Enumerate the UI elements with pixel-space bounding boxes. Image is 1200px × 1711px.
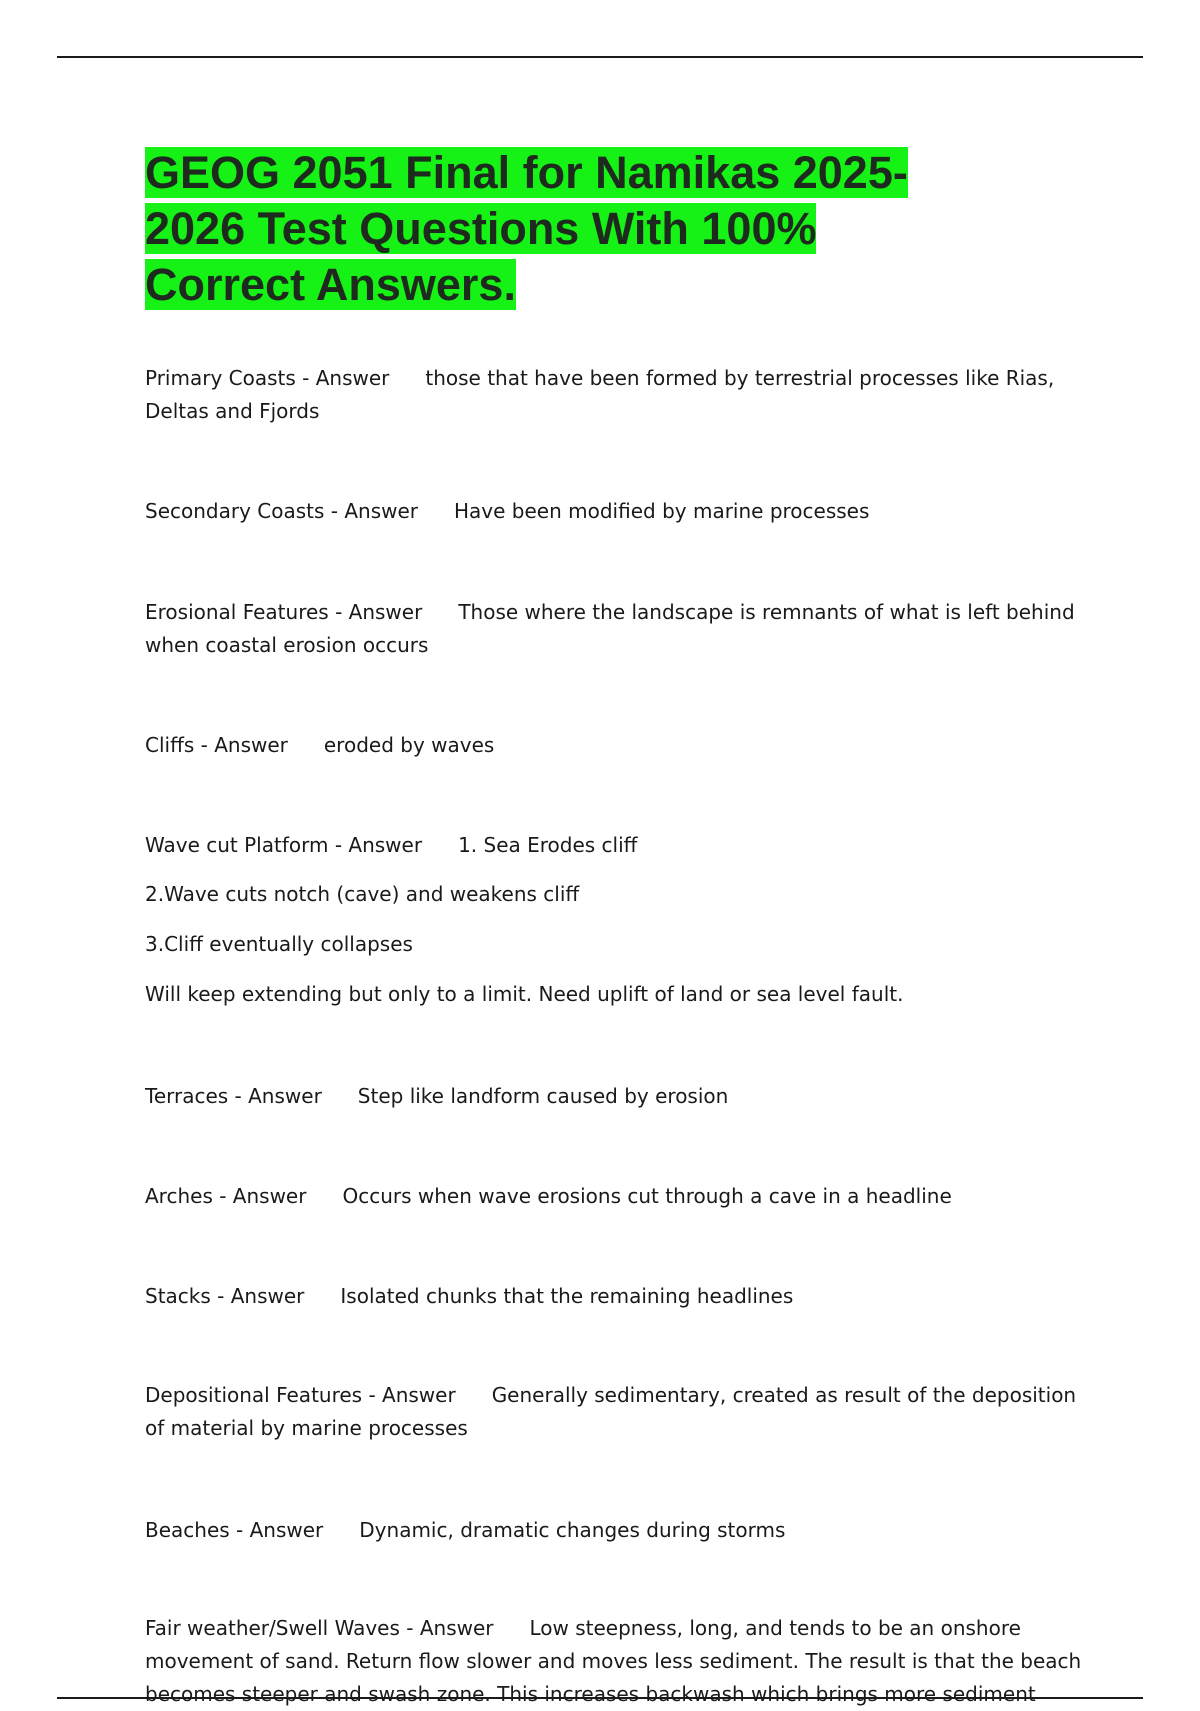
document-title-text: GEOG 2051 Final for Namikas 2025-2026 Test Questions With 100% Correct Answers.	[145, 147, 908, 310]
qa-item-beaches	[145, 1514, 1090, 1547]
qa-answer: Dynamic, dramatic changes during storms	[359, 1518, 786, 1542]
qa-extra-line: 3.Cliff eventually collapses	[145, 932, 413, 956]
qa-answer: Step like landform caused by erosion	[357, 1084, 729, 1108]
qa-answer: Occurs when wave erosions cut through a cave in a headline	[342, 1184, 952, 1208]
qa-term: Cliffs - Answer	[145, 733, 288, 757]
qa-term: Beaches - Answer	[145, 1518, 324, 1542]
qa-item-erosional-features	[145, 596, 1090, 662]
qa-term: Erosional Features - Answer	[145, 600, 423, 624]
qa-answer: those that have been formed by terrestrial processes like Rias, Deltas and Fjords	[145, 366, 1055, 423]
qa-item-depositional-features	[145, 1379, 1090, 1445]
qa-extra-line: 2.Wave cuts notch (cave) and weakens cliff	[145, 882, 580, 906]
document-title	[145, 145, 985, 313]
qa-answer: Those where the landscape is remnants of what is left behind when coastal erosion occurs	[145, 600, 1075, 657]
qa-answer: Isolated chunks that the remaining headlines	[340, 1284, 794, 1308]
qa-item-secondary-coasts	[145, 495, 1090, 528]
qa-answer: 1. Sea Erodes cliff	[458, 833, 638, 857]
qa-term: Terraces - Answer	[145, 1084, 322, 1108]
qa-term: Primary Coasts - Answer	[145, 366, 390, 390]
qa-answer: Low steepness, long, and tends to be an onshore movement of sand. Return flow slower and moves less sediment. The result is that the beach becomes steeper and swash zone. This increases backwash which brings more sediment	[145, 1616, 1082, 1706]
qa-item-wave-cut-platform	[145, 829, 1090, 862]
top-rule	[57, 56, 1143, 58]
qa-item-stacks	[145, 1280, 1090, 1313]
qa-term: Depositional Features - Answer	[145, 1383, 456, 1407]
qa-term: Stacks - Answer	[145, 1284, 305, 1308]
qa-extra-line: Will keep extending but only to a limit. Need uplift of land or sea level fault.	[145, 982, 904, 1006]
qa-answer: Generally sedimentary, created as result of the deposition of material by marine processes	[145, 1383, 1077, 1440]
qa-item-primary-coasts	[145, 362, 1090, 428]
bottom-rule	[57, 1697, 1143, 1699]
qa-term: Secondary Coasts - Answer	[145, 499, 419, 523]
qa-item-arches	[145, 1180, 1090, 1213]
qa-term: Arches - Answer	[145, 1184, 307, 1208]
document-body	[145, 145, 1090, 1706]
qa-answer: eroded by waves	[323, 733, 495, 757]
qa-answer: Have been modified by marine processes	[454, 499, 870, 523]
qa-term: Fair weather/Swell Waves - Answer	[145, 1616, 494, 1640]
qa-item-cliffs	[145, 729, 1090, 762]
qa-term: Wave cut Platform - Answer	[145, 833, 423, 857]
qa-item-terraces	[145, 1080, 1090, 1113]
